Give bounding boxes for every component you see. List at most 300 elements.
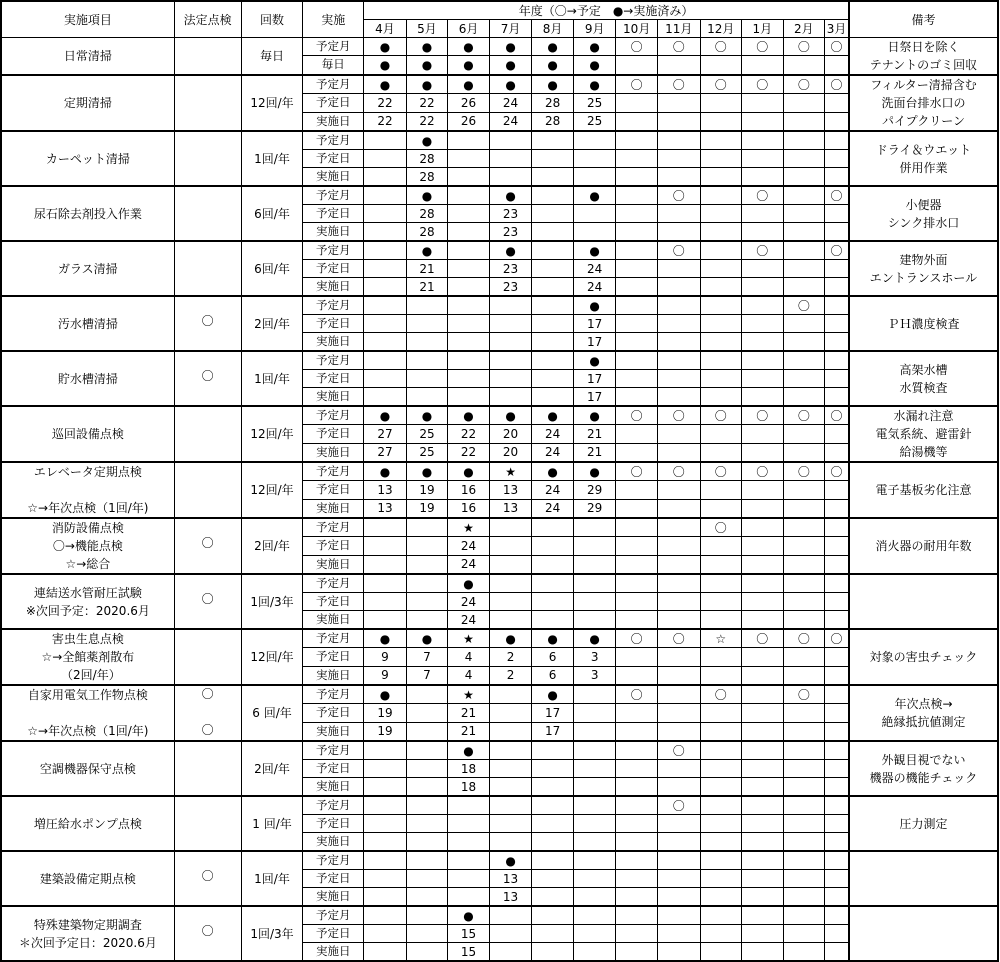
month-status-mark — [825, 851, 849, 870]
month-status-mark — [364, 296, 407, 315]
month-status-mark — [825, 518, 849, 537]
month-day-value — [657, 648, 700, 666]
month-status-mark: ● — [489, 406, 532, 425]
month-day-value — [616, 56, 658, 75]
month-day-value — [657, 333, 700, 352]
month-status-mark — [364, 186, 407, 205]
month-status-mark: ★ — [448, 518, 490, 537]
month-day-value: 9 — [364, 648, 407, 666]
month-status-mark — [573, 131, 616, 150]
month-day-value — [532, 925, 574, 943]
month-status-mark — [700, 351, 742, 370]
month-status-mark: ● — [448, 75, 490, 94]
note-line: 外観目視でない — [881, 752, 966, 767]
month-status-mark: 〇 — [700, 518, 742, 537]
legal-inspection-cell — [174, 296, 241, 351]
month-day-value: 24 — [532, 481, 574, 499]
month-day-value — [783, 760, 825, 778]
month-status-mark — [783, 796, 825, 815]
month-status-mark: 〇 — [616, 406, 658, 425]
month-day-value — [700, 704, 742, 722]
month-day-value — [825, 704, 849, 722]
month-status-mark — [448, 296, 490, 315]
month-day-value — [406, 888, 448, 907]
month-status-mark — [616, 518, 658, 537]
month-day-value — [532, 537, 574, 555]
month-day-value — [825, 260, 849, 278]
legal-mark — [175, 260, 241, 278]
month-day-value — [783, 94, 825, 112]
month-day-value — [742, 425, 784, 443]
month-day-value — [783, 223, 825, 242]
month-status-mark — [742, 741, 784, 760]
month-day-value — [573, 760, 616, 778]
month-day-value — [657, 870, 700, 888]
notes-cell — [849, 131, 998, 186]
month-day-value — [616, 168, 658, 187]
month-day-value — [742, 112, 784, 131]
month-day-value — [406, 833, 448, 852]
header-implementation: 実施 — [303, 1, 364, 38]
month-day-value — [573, 223, 616, 242]
month-status-mark: 〇 — [616, 685, 658, 704]
month-status-mark: ● — [448, 462, 490, 481]
month-day-value — [616, 778, 658, 797]
month-day-value: 19 — [364, 722, 407, 741]
month-day-value — [448, 168, 490, 187]
month-day-value — [825, 168, 849, 187]
legal-mark — [175, 94, 241, 112]
month-day-value — [532, 611, 574, 630]
header-month: 5月 — [406, 20, 448, 38]
item-name-line: 特殊建築物定期調査 — [33, 917, 142, 932]
note-line: テナントのゴミ回収 — [869, 58, 978, 72]
note-line: 水質検査 — [899, 380, 948, 395]
frequency-cell: 12回/年 — [241, 629, 303, 685]
month-status-mark — [532, 131, 574, 150]
month-status-mark — [406, 296, 448, 315]
month-status-mark — [616, 851, 658, 870]
month-day-value — [616, 481, 658, 499]
month-status-mark: ● — [573, 186, 616, 205]
note-line: 建物外面 — [899, 252, 948, 267]
month-day-value — [532, 593, 574, 611]
month-day-value: 7 — [406, 666, 448, 685]
month-status-mark — [700, 131, 742, 150]
month-day-value: 23 — [489, 223, 532, 242]
month-status-mark — [825, 741, 849, 760]
month-status-mark: 〇 — [657, 186, 700, 205]
month-day-value: 24 — [489, 112, 532, 131]
month-day-value: 4 — [448, 666, 490, 685]
month-status-mark: 〇 — [657, 629, 700, 648]
month-day-value: 7 — [406, 648, 448, 666]
month-day-value: 17 — [573, 388, 616, 407]
month-day-value — [742, 499, 784, 518]
month-day-value — [657, 425, 700, 443]
item-name-line: エレベータ定期点検 — [33, 465, 142, 479]
note-line: 絶縁抵抗値測定 — [881, 715, 966, 729]
month-day-value — [616, 537, 658, 555]
month-day-value: 6 — [532, 648, 574, 666]
month-status-mark: 〇 — [700, 685, 742, 704]
month-day-value — [657, 760, 700, 778]
month-day-value — [657, 112, 700, 131]
month-status-mark: 〇 — [657, 38, 700, 56]
month-status-mark — [616, 296, 658, 315]
implementation-type: 予定日 — [303, 94, 364, 112]
month-status-mark — [448, 186, 490, 205]
month-status-mark: 〇 — [742, 75, 784, 94]
month-day-value — [825, 593, 849, 611]
month-status-mark: ● — [573, 296, 616, 315]
month-day-value — [657, 481, 700, 499]
month-day-value — [406, 315, 448, 333]
month-status-mark — [573, 574, 616, 593]
implementation-type: 実施日 — [303, 722, 364, 741]
frequency-cell: 1回/年 — [241, 351, 303, 406]
month-day-value: 20 — [489, 425, 532, 443]
implementation-type: 予定日 — [303, 704, 364, 722]
item-name-line: （2回/年） — [55, 668, 121, 682]
month-day-value: 24 — [573, 278, 616, 297]
month-day-value — [364, 778, 407, 797]
month-status-mark — [657, 131, 700, 150]
month-day-value — [616, 870, 658, 888]
month-day-value — [742, 555, 784, 574]
month-status-mark — [700, 851, 742, 870]
month-day-value — [489, 760, 532, 778]
month-status-mark: 〇 — [742, 186, 784, 205]
item-name — [1, 685, 174, 741]
month-day-value — [742, 278, 784, 297]
month-day-value: 27 — [364, 443, 407, 462]
month-day-value — [364, 555, 407, 574]
implementation-type: 予定月 — [303, 629, 364, 648]
schedule-row — [1, 406, 998, 425]
month-status-mark: ● — [406, 406, 448, 425]
month-day-value: 24 — [448, 555, 490, 574]
frequency-cell: 2回/年 — [241, 741, 303, 796]
note-line: 給湯機等 — [899, 445, 948, 459]
header-legal-inspection: 法定点検 — [174, 1, 241, 38]
month-day-value — [616, 593, 658, 611]
month-day-value — [783, 425, 825, 443]
month-status-mark: ● — [448, 38, 490, 56]
month-day-value — [742, 704, 784, 722]
month-day-value — [532, 278, 574, 297]
month-day-value: 22 — [448, 443, 490, 462]
implementation-type: 予定月 — [303, 75, 364, 94]
month-status-mark — [364, 851, 407, 870]
legal-inspection-cell — [174, 131, 241, 186]
month-day-value — [700, 370, 742, 388]
header-month: 6月 — [448, 20, 490, 38]
month-day-value: 22 — [364, 112, 407, 131]
note-line: シンク排水口 — [887, 215, 960, 230]
implementation-type: 予定月 — [303, 296, 364, 315]
month-day-value — [825, 611, 849, 630]
schedule-row — [1, 186, 998, 205]
month-status-mark — [783, 351, 825, 370]
item-name — [1, 741, 174, 796]
month-status-mark — [783, 906, 825, 925]
month-day-value: ● — [364, 56, 407, 75]
note-line: ドライ＆ウエット — [875, 142, 972, 157]
frequency-cell: 6回/年 — [241, 186, 303, 241]
month-status-mark — [448, 851, 490, 870]
implementation-type: 予定月 — [303, 796, 364, 815]
month-day-value — [532, 370, 574, 388]
month-day-value: 13 — [489, 870, 532, 888]
month-status-mark — [616, 241, 658, 260]
schedule-row — [1, 131, 998, 150]
note-line: 消火器の耐用年数 — [875, 539, 972, 553]
month-status-mark — [406, 518, 448, 537]
month-day-value — [825, 778, 849, 797]
month-day-value — [532, 943, 574, 962]
month-status-mark: ● — [448, 574, 490, 593]
month-status-mark: 〇 — [783, 75, 825, 94]
month-day-value — [825, 815, 849, 833]
month-day-value: 28 — [406, 168, 448, 187]
legal-inspection-cell — [174, 241, 241, 296]
notes-cell — [849, 406, 998, 462]
month-status-mark — [448, 131, 490, 150]
legal-inspection-cell — [174, 629, 241, 685]
frequency-cell: 1回/3年 — [241, 906, 303, 961]
item-name — [1, 38, 174, 76]
implementation-type: 予定月 — [303, 406, 364, 425]
month-status-mark — [532, 351, 574, 370]
month-day-value — [742, 943, 784, 962]
month-status-mark — [364, 351, 407, 370]
month-day-value — [783, 833, 825, 852]
implementation-type: 毎日 — [303, 56, 364, 75]
month-day-value — [406, 943, 448, 962]
implementation-type: 実施日 — [303, 555, 364, 574]
month-day-value — [657, 537, 700, 555]
legal-mark — [175, 47, 241, 65]
item-name — [1, 518, 174, 574]
month-day-value — [448, 833, 490, 852]
month-day-value — [783, 722, 825, 741]
month-day-value — [700, 481, 742, 499]
month-day-value — [573, 943, 616, 962]
month-day-value — [742, 722, 784, 741]
month-day-value — [448, 205, 490, 223]
note-line: 洗面台排水口の — [881, 96, 966, 110]
item-name-line: 消防設備点検 — [51, 521, 124, 535]
month-day-value: 15 — [448, 943, 490, 962]
item-name-line: ＊次回予定日：2020.6月 — [18, 935, 157, 950]
schedule-row — [1, 906, 998, 925]
frequency-cell: 1回/3年 — [241, 574, 303, 629]
frequency-cell: 6回/年 — [241, 241, 303, 296]
month-status-mark — [448, 241, 490, 260]
note-line: 機器の機能チェック — [869, 770, 978, 785]
month-day-value — [783, 815, 825, 833]
month-day-value — [657, 666, 700, 685]
month-day-value — [700, 205, 742, 223]
month-day-value — [700, 499, 742, 518]
month-status-mark: ● — [448, 406, 490, 425]
month-day-value — [616, 925, 658, 943]
month-status-mark: 〇 — [700, 38, 742, 56]
month-day-value — [825, 499, 849, 518]
month-status-mark — [364, 796, 407, 815]
month-day-value — [489, 150, 532, 168]
legal-mark — [175, 648, 241, 666]
month-status-mark: 〇 — [742, 38, 784, 56]
notes-cell — [849, 796, 998, 851]
month-status-mark — [657, 574, 700, 593]
month-day-value: 20 — [489, 443, 532, 462]
month-day-value — [364, 593, 407, 611]
month-day-value: 2 — [489, 666, 532, 685]
header-month: 8月 — [532, 20, 574, 38]
month-day-value — [573, 925, 616, 943]
month-day-value — [616, 205, 658, 223]
month-status-mark — [448, 351, 490, 370]
month-status-mark — [364, 906, 407, 925]
month-status-mark — [825, 351, 849, 370]
month-day-value — [406, 388, 448, 407]
implementation-type: 予定日 — [303, 925, 364, 943]
month-day-value — [783, 443, 825, 462]
month-day-value — [448, 315, 490, 333]
month-day-value — [825, 56, 849, 75]
schedule-row — [1, 685, 998, 704]
item-name — [1, 186, 174, 241]
item-name-line: ☆→全館薬剤散布 — [41, 650, 135, 664]
month-day-value — [532, 388, 574, 407]
month-day-value — [825, 370, 849, 388]
month-status-mark — [532, 296, 574, 315]
month-day-value — [406, 815, 448, 833]
month-day-value — [616, 370, 658, 388]
legal-inspection-cell — [174, 741, 241, 796]
month-day-value: 3 — [573, 648, 616, 666]
month-day-value: 22 — [448, 425, 490, 443]
month-day-value: 22 — [406, 94, 448, 112]
month-day-value — [489, 370, 532, 388]
month-day-value: 13 — [489, 481, 532, 499]
month-day-value: 13 — [364, 481, 407, 499]
month-status-mark — [616, 186, 658, 205]
header-notes: 備考 — [849, 1, 998, 38]
month-status-mark — [532, 186, 574, 205]
month-day-value: 27 — [364, 425, 407, 443]
frequency-cell: 1回/年 — [241, 131, 303, 186]
legal-mark: 〇 — [201, 591, 214, 606]
month-status-mark — [616, 131, 658, 150]
month-day-value: 23 — [489, 205, 532, 223]
item-name-line: ※次回予定：2020.6月 — [25, 603, 150, 618]
month-status-mark — [657, 351, 700, 370]
month-day-value — [657, 370, 700, 388]
month-day-value — [742, 760, 784, 778]
month-day-value — [783, 333, 825, 352]
month-status-mark: ● — [489, 186, 532, 205]
month-status-mark: 〇 — [783, 462, 825, 481]
implementation-type: 実施日 — [303, 278, 364, 297]
month-day-value: 29 — [573, 499, 616, 518]
month-day-value — [573, 778, 616, 797]
month-status-mark: 〇 — [742, 406, 784, 425]
month-day-value — [616, 555, 658, 574]
month-status-mark — [742, 296, 784, 315]
month-day-value: ● — [532, 56, 574, 75]
month-status-mark: ● — [406, 75, 448, 94]
month-status-mark — [489, 351, 532, 370]
month-day-value — [742, 481, 784, 499]
month-day-value — [364, 888, 407, 907]
legal-inspection-cell — [174, 406, 241, 462]
month-day-value — [489, 537, 532, 555]
item-name-line: 増圧給水ポンプ点検 — [33, 816, 142, 831]
month-day-value — [616, 499, 658, 518]
month-status-mark: ● — [489, 629, 532, 648]
month-day-value — [532, 168, 574, 187]
month-day-value: 18 — [448, 778, 490, 797]
month-status-mark — [489, 518, 532, 537]
month-day-value — [657, 205, 700, 223]
month-status-mark: ● — [448, 741, 490, 760]
month-day-value — [616, 943, 658, 962]
month-status-mark — [825, 796, 849, 815]
item-name — [1, 796, 174, 851]
month-day-value — [657, 278, 700, 297]
month-status-mark: ● — [489, 75, 532, 94]
month-status-mark — [700, 741, 742, 760]
implementation-type: 実施日 — [303, 333, 364, 352]
month-day-value — [783, 499, 825, 518]
item-name-line: カーペット清掃 — [45, 151, 130, 166]
month-day-value — [364, 760, 407, 778]
frequency-cell: 12回/年 — [241, 75, 303, 131]
month-day-value — [616, 425, 658, 443]
implementation-type: 予定月 — [303, 38, 364, 56]
month-day-value — [742, 94, 784, 112]
month-day-value — [783, 260, 825, 278]
month-day-value — [742, 333, 784, 352]
month-day-value — [700, 555, 742, 574]
month-day-value — [657, 56, 700, 75]
month-day-value — [573, 704, 616, 722]
month-day-value: 6 — [532, 666, 574, 685]
month-day-value — [700, 870, 742, 888]
month-status-mark — [489, 574, 532, 593]
notes-cell — [849, 38, 998, 76]
schedule-row — [1, 518, 998, 537]
month-day-value — [489, 722, 532, 741]
note-line: 圧力測定 — [899, 816, 948, 831]
month-day-value — [657, 833, 700, 852]
month-status-mark: 〇 — [742, 629, 784, 648]
header-month: 12月 — [700, 20, 742, 38]
note-line: エントランスホール — [869, 270, 978, 285]
month-status-mark — [700, 296, 742, 315]
item-name — [1, 574, 174, 629]
month-status-mark — [700, 796, 742, 815]
month-day-value — [616, 315, 658, 333]
month-day-value — [532, 555, 574, 574]
item-name — [1, 851, 174, 906]
month-day-value — [657, 704, 700, 722]
month-status-mark — [364, 241, 407, 260]
month-day-value — [364, 315, 407, 333]
